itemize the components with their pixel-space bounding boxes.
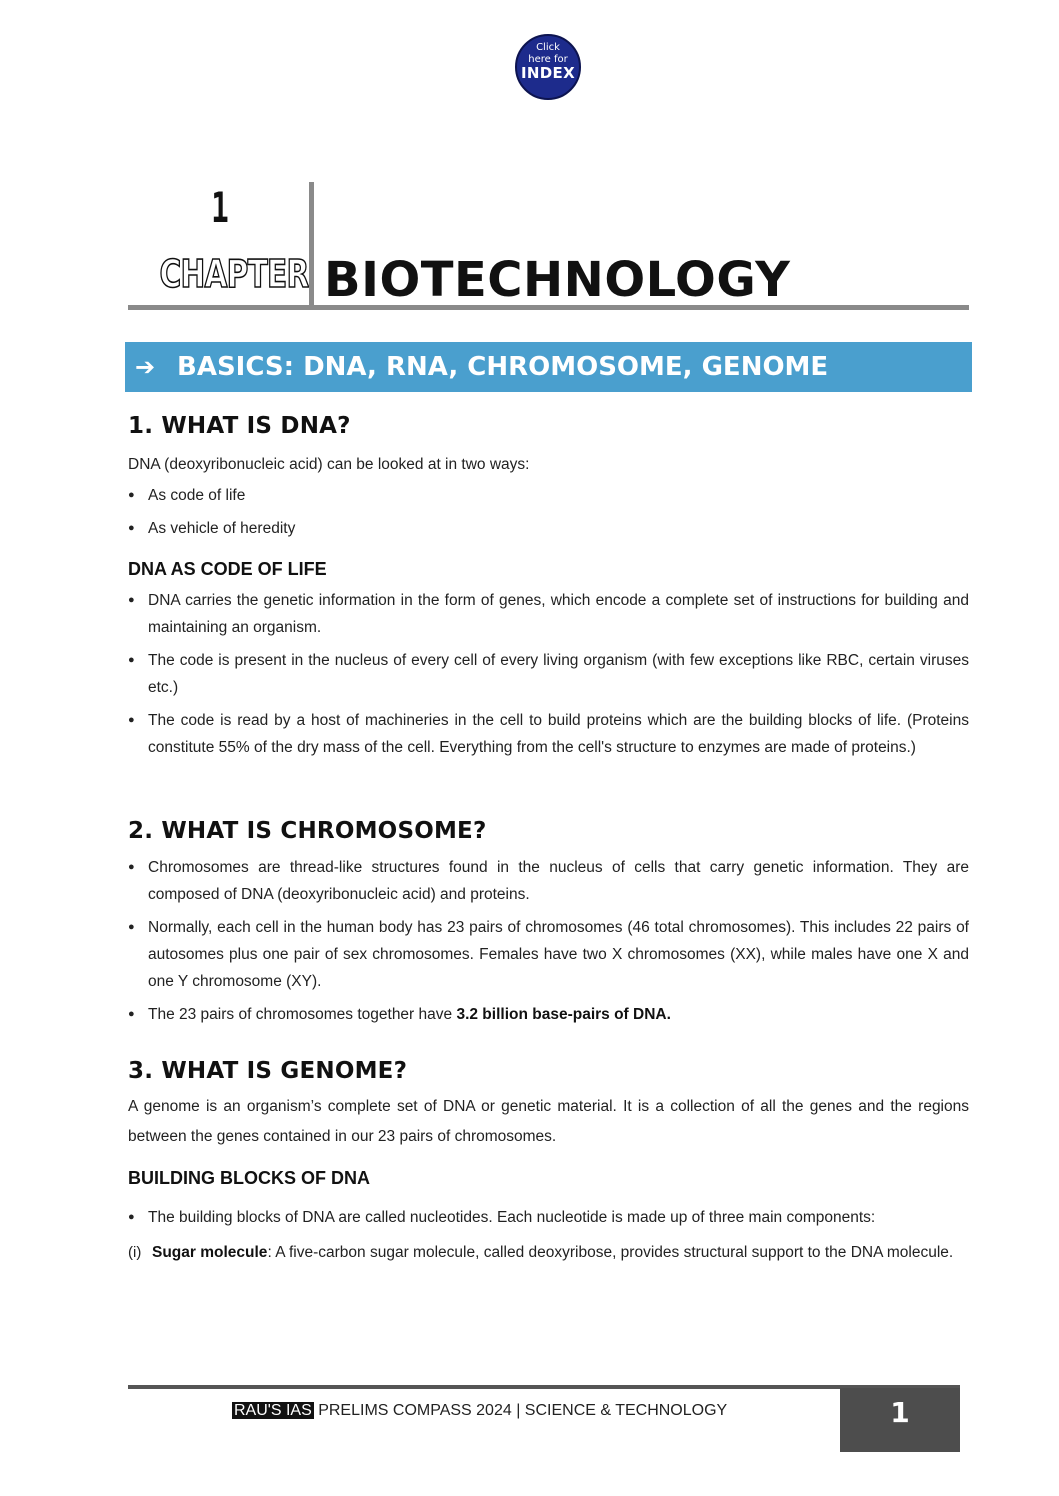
heading-what-is-genome: 3. WHAT IS GENOME? [128, 1058, 408, 1084]
arrow-icon: ➔ [135, 353, 156, 381]
chapter-divider-vertical [309, 182, 314, 310]
footer-brand: RAU'S IAS [234, 1402, 312, 1419]
list-item: (i) Sugar molecule: A five-carbon sugar molecule, called deoxyribose, provides structural support to the DNA molecule. [128, 1239, 969, 1266]
chapter-number: 1 [211, 183, 229, 232]
footer-text [232, 1401, 727, 1421]
footer-title: PRELIMS COMPASS 2024 | SCIENCE & TECHNOLOGY [313, 1402, 728, 1419]
index-line2: here for [528, 54, 568, 65]
chapter-title: BIOTECHNOLOGY [324, 252, 791, 308]
section-banner-title: BASICS: DNA, RNA, CHROMOSOME, GENOME [177, 352, 829, 382]
list-item: ● The code is read by a host of machineries in the cell to build proteins which are the building blocks of life. (Proteins constitute 55% of the dry mass of the cell. Everything from the cell's structure to enzymes are made of proteins.) [128, 707, 969, 761]
bullet-icon: ● [128, 861, 135, 873]
list-item: ● DNA carries the genetic information in the form of genes, which encode a complete set of instructions for building and maintaining an organism. [128, 587, 969, 641]
list-item: ● Chromosomes are thread-like structures found in the nucleus of cells that carry genetic information. They are composed of DNA (deoxyribonucleic acid) and proteins. [128, 854, 969, 908]
page-number: 1 [840, 1388, 960, 1452]
list-item: ● Normally, each cell in the human body has 23 pairs of chromosomes (46 total chromosomes). This includes 22 pairs of autosomes plus one pair of sex chromosomes. Females have two X chromosomes (XX), while males have one X and one Y chromosome (XY). [128, 914, 969, 995]
subheading-building-blocks: BUILDING BLOCKS OF DNA [128, 1168, 370, 1188]
list-item: ● The 23 pairs of chromosomes together have 3.2 billion base-pairs of DNA. [128, 1001, 969, 1028]
section-banner [125, 342, 972, 392]
dna-intro: DNA (deoxyribonucleic acid) can be looked at in two ways: [128, 456, 530, 473]
bullet-icon: ● [128, 714, 135, 726]
index-line3: INDEX [521, 64, 575, 82]
genome-paragraph: A genome is an organism’s complete set of DNA or genetic material. It is a collection of all the genes and the regions between the genes contained in our 23 pairs of chromosomes. [128, 1098, 969, 1145]
bullet-icon: ● [128, 594, 135, 606]
index-button[interactable] [515, 34, 581, 100]
list-item: ● As vehicle of heredity [128, 515, 969, 542]
bullet-icon: ● [128, 1008, 135, 1020]
footer-divider [128, 1385, 960, 1389]
list-item: ● The building blocks of DNA are called nucleotides. Each nucleotide is made up of three main components: [128, 1204, 969, 1231]
heading-what-is-chromosome: 2. WHAT IS CHROMOSOME? [128, 818, 487, 844]
index-line1: Click [536, 42, 560, 53]
item-marker: (i) [128, 1244, 142, 1261]
bullet-icon: ● [128, 489, 135, 501]
heading-what-is-dna: 1. WHAT IS DNA? [128, 413, 351, 439]
bullet-icon: ● [128, 654, 135, 666]
list-item: ● As code of life [128, 482, 969, 509]
chapter-word: CHAPTER [159, 252, 309, 296]
bullet-icon: ● [128, 921, 135, 933]
bullet-icon: ● [128, 522, 135, 534]
bullet-icon: ● [128, 1211, 135, 1223]
subheading-code-of-life: DNA AS CODE OF LIFE [128, 559, 327, 579]
list-item: ● The code is present in the nucleus of every cell of every living organism (with few exceptions like RBC, certain viruses etc.) [128, 647, 969, 701]
